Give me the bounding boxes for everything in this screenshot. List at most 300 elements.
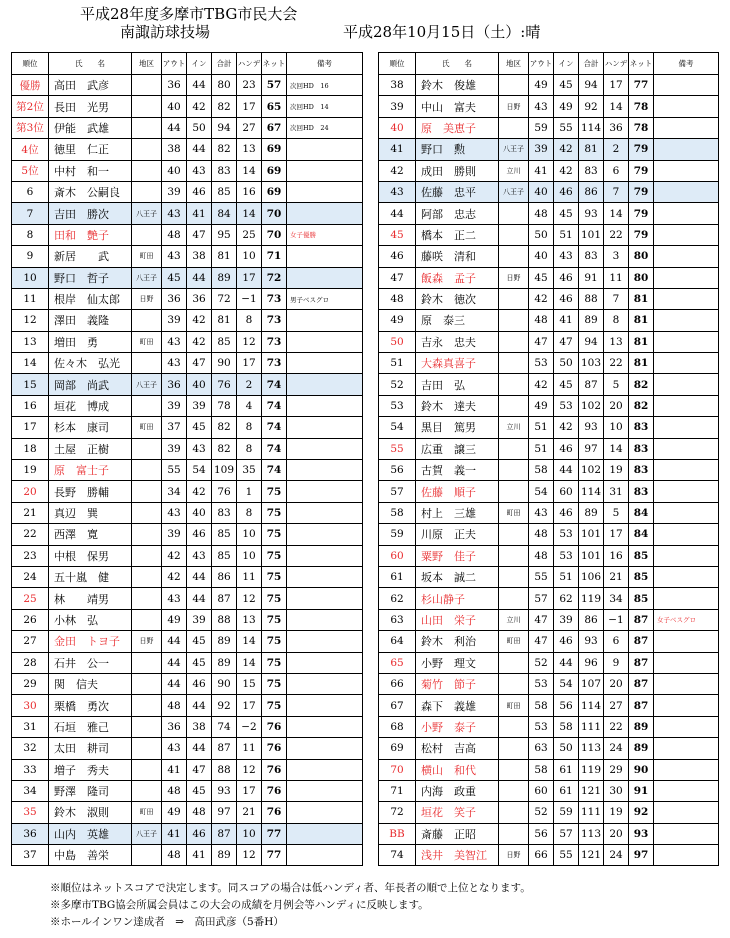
name-cell: 土屋 正樹 <box>49 438 132 459</box>
remarks-cell <box>287 845 363 866</box>
remarks-cell <box>654 160 719 181</box>
name-cell: 菊竹 節子 <box>416 673 499 694</box>
handicap-cell: 7 <box>604 181 629 202</box>
remarks-cell <box>654 438 719 459</box>
name-cell: 吉田 弘 <box>416 374 499 395</box>
handicap-cell: 12 <box>237 845 262 866</box>
rank-cell: 21 <box>12 502 49 523</box>
net-cell: 71 <box>262 246 287 267</box>
remarks-cell <box>287 374 363 395</box>
remarks-cell <box>654 759 719 780</box>
total-cell: 119 <box>579 759 604 780</box>
remarks-cell <box>654 353 719 374</box>
total-cell: 95 <box>212 224 237 245</box>
area-cell <box>499 802 529 823</box>
net-cell: 73 <box>262 331 287 352</box>
area-cell <box>132 652 162 673</box>
remarks-cell <box>654 267 719 288</box>
rank-cell: 22 <box>12 524 49 545</box>
out-cell: 47 <box>529 609 554 630</box>
name-cell: 黒目 篤男 <box>416 417 499 438</box>
area-cell <box>499 738 529 759</box>
out-cell: 48 <box>162 845 187 866</box>
out-cell: 42 <box>162 566 187 587</box>
out-cell: 36 <box>162 716 187 737</box>
name-cell: 中村 和一 <box>49 160 132 181</box>
area-cell <box>132 845 162 866</box>
out-cell: 63 <box>529 738 554 759</box>
rank-cell: 33 <box>12 759 49 780</box>
table-row <box>12 117 363 138</box>
area-cell <box>132 117 162 138</box>
net-cell: 79 <box>629 181 654 202</box>
net-cell: 74 <box>262 460 287 481</box>
out-cell: 48 <box>529 545 554 566</box>
rank-cell: 67 <box>379 695 416 716</box>
header-area: 地区 <box>499 53 529 75</box>
in-cell: 53 <box>554 545 579 566</box>
in-cell: 55 <box>554 845 579 866</box>
total-cell: 89 <box>579 310 604 331</box>
net-cell: 72 <box>262 267 287 288</box>
net-cell: 93 <box>629 823 654 844</box>
handicap-cell: 7 <box>604 288 629 309</box>
table-row <box>379 374 719 395</box>
out-cell: 39 <box>529 139 554 160</box>
total-cell: 87 <box>212 588 237 609</box>
net-cell: 76 <box>262 780 287 801</box>
table-row <box>12 139 363 160</box>
area-cell: 町田 <box>499 695 529 716</box>
table-row <box>379 288 719 309</box>
area-cell: 八王子 <box>499 181 529 202</box>
name-cell: 太田 耕司 <box>49 738 132 759</box>
total-cell: 83 <box>579 160 604 181</box>
name-cell: 大森真喜子 <box>416 353 499 374</box>
net-cell: 83 <box>629 438 654 459</box>
rank-cell: BB <box>379 823 416 844</box>
venue-title: 南諏訪球技場 <box>120 23 211 41</box>
header-handicap: ハンデ <box>237 53 262 75</box>
table-row <box>12 75 363 96</box>
rank-cell: 19 <box>12 460 49 481</box>
name-cell: 増田 勇 <box>49 331 132 352</box>
rank-cell: 12 <box>12 310 49 331</box>
area-cell: 日野 <box>132 631 162 652</box>
area-cell: 日野 <box>499 96 529 117</box>
rank-cell: 39 <box>379 96 416 117</box>
out-cell: 42 <box>529 374 554 395</box>
table-row <box>12 395 363 416</box>
name-cell: 原 富士子 <box>49 460 132 481</box>
table-row <box>379 96 719 117</box>
out-cell: 48 <box>529 524 554 545</box>
out-cell: 41 <box>162 823 187 844</box>
net-cell: 75 <box>262 545 287 566</box>
date-title: 平成28年10月15日（土）:晴 <box>343 23 541 41</box>
handicap-cell: 11 <box>604 267 629 288</box>
rank-cell: 35 <box>12 802 49 823</box>
name-cell: 金田 トヨ子 <box>49 631 132 652</box>
in-cell: 45 <box>187 652 212 673</box>
remarks-cell <box>654 524 719 545</box>
rank-cell: 10 <box>12 267 49 288</box>
name-cell: 西澤 寛 <box>49 524 132 545</box>
footnote: ※ホールインワン達成者 ⇒ 高田武彦（5番H） <box>50 916 284 928</box>
table-row <box>12 738 363 759</box>
remarks-cell: 次回HD 16 <box>287 75 363 96</box>
area-cell <box>499 395 529 416</box>
in-cell: 42 <box>554 417 579 438</box>
total-cell: 76 <box>212 481 237 502</box>
out-cell: 41 <box>529 160 554 181</box>
area-cell <box>499 310 529 331</box>
handicap-cell: 25 <box>237 224 262 245</box>
in-cell: 44 <box>187 695 212 716</box>
in-cell: 47 <box>187 759 212 780</box>
rank-cell: 8 <box>12 224 49 245</box>
out-cell: 34 <box>162 481 187 502</box>
net-cell: 69 <box>262 160 287 181</box>
remarks-cell <box>287 460 363 481</box>
area-cell: 立川 <box>499 160 529 181</box>
net-cell: 79 <box>629 203 654 224</box>
table-row <box>379 139 719 160</box>
handicap-cell: 8 <box>237 417 262 438</box>
remarks-cell <box>654 460 719 481</box>
out-cell: 53 <box>529 673 554 694</box>
total-cell: 113 <box>579 738 604 759</box>
name-cell: 根岸 仙太郎 <box>49 288 132 309</box>
table-row <box>12 823 363 844</box>
table-row <box>379 181 719 202</box>
net-cell: 70 <box>262 203 287 224</box>
handicap-cell: 5 <box>604 502 629 523</box>
rank-cell: 53 <box>379 395 416 416</box>
name-cell: 斎木 公嗣良 <box>49 181 132 202</box>
table-row <box>379 566 719 587</box>
out-cell: 56 <box>529 823 554 844</box>
net-cell: 76 <box>262 759 287 780</box>
table-row <box>12 481 363 502</box>
total-cell: 87 <box>579 374 604 395</box>
area-cell <box>499 545 529 566</box>
in-cell: 45 <box>187 631 212 652</box>
in-cell: 42 <box>187 96 212 117</box>
total-cell: 89 <box>212 652 237 673</box>
net-cell: 75 <box>262 524 287 545</box>
out-cell: 40 <box>162 96 187 117</box>
in-cell: 41 <box>187 203 212 224</box>
in-cell: 44 <box>187 566 212 587</box>
handicap-cell: 15 <box>237 673 262 694</box>
name-cell: 原 泰三 <box>416 310 499 331</box>
header-name: 氏 名 <box>416 53 499 75</box>
total-cell: 85 <box>212 524 237 545</box>
out-cell: 49 <box>529 75 554 96</box>
total-cell: 81 <box>212 310 237 331</box>
out-cell: 58 <box>529 460 554 481</box>
in-cell: 42 <box>187 331 212 352</box>
net-cell: 81 <box>629 288 654 309</box>
handicap-cell: 17 <box>237 695 262 716</box>
remarks-cell <box>654 310 719 331</box>
remarks-cell: 女子ベスグロ <box>654 609 719 630</box>
table-row <box>12 203 363 224</box>
out-cell: 48 <box>529 310 554 331</box>
handicap-cell: 14 <box>237 631 262 652</box>
net-cell: 83 <box>629 417 654 438</box>
area-cell <box>132 609 162 630</box>
rank-cell: 18 <box>12 438 49 459</box>
in-cell: 57 <box>554 823 579 844</box>
handicap-cell: 35 <box>237 460 262 481</box>
total-cell: 76 <box>212 374 237 395</box>
header-out: アウト <box>529 53 554 75</box>
out-cell: 42 <box>162 545 187 566</box>
rank-cell: 28 <box>12 652 49 673</box>
out-cell: 52 <box>529 802 554 823</box>
net-cell: 82 <box>629 395 654 416</box>
rank-cell: 6 <box>12 181 49 202</box>
net-cell: 57 <box>262 75 287 96</box>
remarks-cell <box>654 566 719 587</box>
area-cell: 町田 <box>499 502 529 523</box>
in-cell: 61 <box>554 780 579 801</box>
rank-cell: 50 <box>379 331 416 352</box>
total-cell: 92 <box>212 695 237 716</box>
name-cell: 吉永 忠夫 <box>416 331 499 352</box>
total-cell: 90 <box>212 673 237 694</box>
area-cell <box>499 117 529 138</box>
total-cell: 83 <box>212 502 237 523</box>
handicap-cell: 17 <box>604 75 629 96</box>
out-cell: 58 <box>529 759 554 780</box>
area-cell <box>499 203 529 224</box>
table-row <box>12 181 363 202</box>
total-cell: 119 <box>579 588 604 609</box>
handicap-cell: 14 <box>237 652 262 673</box>
name-cell: 徳里 仁正 <box>49 139 132 160</box>
table-row <box>12 588 363 609</box>
out-cell: 54 <box>529 481 554 502</box>
net-cell: 74 <box>262 395 287 416</box>
remarks-cell <box>287 545 363 566</box>
header-total: 合計 <box>579 53 604 75</box>
net-cell: 74 <box>262 438 287 459</box>
total-cell: 97 <box>212 802 237 823</box>
table-row <box>12 267 363 288</box>
in-cell: 39 <box>187 609 212 630</box>
handicap-cell: 22 <box>604 224 629 245</box>
rank-cell: 20 <box>12 481 49 502</box>
total-cell: 114 <box>579 695 604 716</box>
total-cell: 72 <box>212 288 237 309</box>
handicap-cell: 34 <box>604 588 629 609</box>
handicap-cell: 6 <box>604 631 629 652</box>
out-cell: 58 <box>529 695 554 716</box>
name-cell: 長野 勝輔 <box>49 481 132 502</box>
results-table-left <box>11 52 363 866</box>
out-cell: 43 <box>162 353 187 374</box>
net-cell: 87 <box>629 673 654 694</box>
net-cell: 74 <box>262 374 287 395</box>
name-cell: 田和 艶子 <box>49 224 132 245</box>
net-cell: 80 <box>629 267 654 288</box>
remarks-cell <box>654 738 719 759</box>
out-cell: 47 <box>529 331 554 352</box>
net-cell: 69 <box>262 139 287 160</box>
rank-cell: 51 <box>379 353 416 374</box>
in-cell: 44 <box>554 652 579 673</box>
name-cell: 石井 公一 <box>49 652 132 673</box>
total-cell: 93 <box>212 780 237 801</box>
rank-cell: 31 <box>12 716 49 737</box>
total-cell: 113 <box>579 823 604 844</box>
net-cell: 75 <box>262 631 287 652</box>
net-cell: 89 <box>629 716 654 737</box>
out-cell: 39 <box>162 395 187 416</box>
net-cell: 75 <box>262 609 287 630</box>
remarks-cell <box>654 823 719 844</box>
table-row <box>12 716 363 737</box>
net-cell: 80 <box>629 246 654 267</box>
area-cell <box>132 96 162 117</box>
area-cell: 八王子 <box>132 203 162 224</box>
rank-cell: 9 <box>12 246 49 267</box>
area-cell <box>499 331 529 352</box>
in-cell: 46 <box>554 288 579 309</box>
rank-cell: 63 <box>379 609 416 630</box>
in-cell: 46 <box>554 502 579 523</box>
area-cell <box>132 310 162 331</box>
handicap-cell: 11 <box>237 738 262 759</box>
rank-cell: 60 <box>379 545 416 566</box>
net-cell: 97 <box>629 845 654 866</box>
remarks-cell <box>287 738 363 759</box>
in-cell: 51 <box>554 566 579 587</box>
name-cell: 中根 保男 <box>49 545 132 566</box>
handicap-cell: 10 <box>237 545 262 566</box>
name-cell: 野口 勲 <box>416 139 499 160</box>
handicap-cell: 14 <box>237 203 262 224</box>
handicap-cell: 27 <box>237 117 262 138</box>
total-cell: 111 <box>579 716 604 737</box>
remarks-cell <box>287 310 363 331</box>
table-row <box>379 417 719 438</box>
handicap-cell: 14 <box>604 203 629 224</box>
rank-cell: 29 <box>12 673 49 694</box>
out-cell: 36 <box>162 288 187 309</box>
name-cell: 浅井 美智江 <box>416 845 499 866</box>
name-cell: 鈴木 徳次 <box>416 288 499 309</box>
table-row <box>379 395 719 416</box>
handicap-cell: 10 <box>604 417 629 438</box>
net-cell: 89 <box>629 738 654 759</box>
area-cell <box>499 224 529 245</box>
header-rank: 順位 <box>379 53 416 75</box>
handicap-cell: 16 <box>604 545 629 566</box>
header-handicap: ハンデ <box>604 53 629 75</box>
name-cell: 藤咲 清和 <box>416 246 499 267</box>
in-cell: 43 <box>187 545 212 566</box>
total-cell: 85 <box>212 545 237 566</box>
remarks-cell <box>287 417 363 438</box>
out-cell: 66 <box>529 845 554 866</box>
remarks-cell <box>287 502 363 523</box>
total-cell: 87 <box>212 823 237 844</box>
total-cell: 83 <box>579 246 604 267</box>
total-cell: 94 <box>579 75 604 96</box>
header-row <box>379 53 719 75</box>
name-cell: 中山 富夫 <box>416 96 499 117</box>
total-cell: 89 <box>212 631 237 652</box>
handicap-cell: −1 <box>604 609 629 630</box>
table-row <box>12 224 363 245</box>
net-cell: 87 <box>629 695 654 716</box>
name-cell: 阿部 忠志 <box>416 203 499 224</box>
out-cell: 51 <box>529 417 554 438</box>
remarks-cell <box>654 395 719 416</box>
in-cell: 46 <box>187 181 212 202</box>
net-cell: 75 <box>262 652 287 673</box>
area-cell <box>499 353 529 374</box>
total-cell: 80 <box>212 75 237 96</box>
in-cell: 59 <box>554 802 579 823</box>
out-cell: 44 <box>162 631 187 652</box>
out-cell: 43 <box>529 96 554 117</box>
total-cell: 85 <box>212 181 237 202</box>
out-cell: 39 <box>162 524 187 545</box>
table-row <box>379 203 719 224</box>
table-row <box>379 588 719 609</box>
handicap-cell: 20 <box>604 823 629 844</box>
table-row <box>12 96 363 117</box>
total-cell: 101 <box>579 524 604 545</box>
in-cell: 41 <box>187 845 212 866</box>
table-row <box>379 310 719 331</box>
in-cell: 49 <box>554 96 579 117</box>
rank-cell: 38 <box>379 75 416 96</box>
rank-cell: 25 <box>12 588 49 609</box>
rank-cell: 36 <box>12 823 49 844</box>
total-cell: 92 <box>579 96 604 117</box>
remarks-cell <box>654 96 719 117</box>
rank-cell: 65 <box>379 652 416 673</box>
remarks-cell <box>654 631 719 652</box>
area-cell: 町田 <box>132 417 162 438</box>
rank-cell: 58 <box>379 502 416 523</box>
handicap-cell: 29 <box>604 759 629 780</box>
in-cell: 56 <box>554 695 579 716</box>
header-remarks: 備考 <box>654 53 719 75</box>
name-cell: 鈴木 達夫 <box>416 395 499 416</box>
name-cell: 坂本 誠二 <box>416 566 499 587</box>
name-cell: 増子 秀夫 <box>49 759 132 780</box>
out-cell: 44 <box>162 673 187 694</box>
handicap-cell: 30 <box>604 780 629 801</box>
area-cell <box>499 288 529 309</box>
in-cell: 43 <box>187 160 212 181</box>
area-cell <box>132 438 162 459</box>
remarks-cell <box>287 203 363 224</box>
in-cell: 51 <box>554 224 579 245</box>
handicap-cell: 17 <box>237 96 262 117</box>
in-cell: 42 <box>187 481 212 502</box>
remarks-cell <box>654 481 719 502</box>
name-cell: 野澤 隆司 <box>49 780 132 801</box>
handicap-cell: 8 <box>604 310 629 331</box>
